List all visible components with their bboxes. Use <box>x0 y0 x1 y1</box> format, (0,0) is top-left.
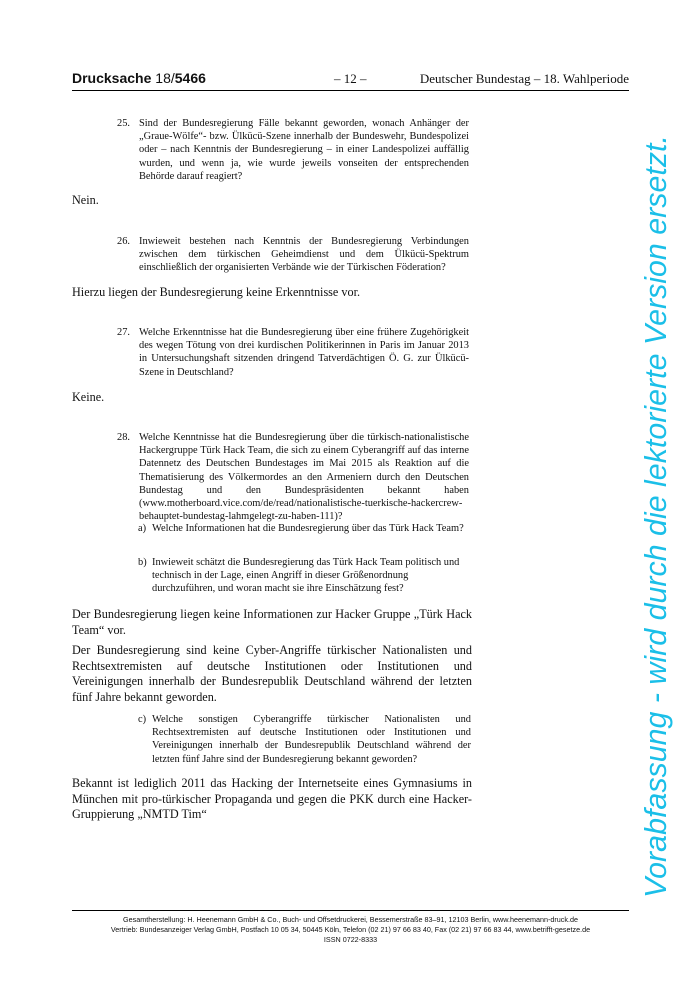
answer-28c: Bekannt ist lediglich 2011 das Hacking der Internetseite eines Gymnasiums in München mit pro-türkischer Propaganda und gegen die PKK durch eine Hacker-Gruppierung „NMTD Tim“ <box>72 776 472 821</box>
page-number: – 12 – <box>334 71 367 86</box>
footer-issn: ISSN 0722-8333 <box>323 935 378 944</box>
question-text: Sind der Bundesregierung Fälle bekannt geworden, wonach Anhänger der „Graue-Wölfe“- bzw. Ülkücü-Szene innerhalb der Bundeswehr, Bundespolizei oder – nach Kenntnis der Bundesregierung – in einer Landespolizei auffällig wurden, und wenn ja, wie wurde jeweils vonseiten der entsprechenden Behörde darauf reagiert? <box>139 118 469 182</box>
question-text: Inwieweit bestehen nach Kenntnis der Bundesregierung Verbindungen zwischen dem türkischen Geheimdienst und dem Ülkücü-Spektrum einschließlich der organisierten Verbände wie der Türkischen Föderation? <box>139 236 469 274</box>
answer-25: Nein. <box>72 193 99 207</box>
question-28a <box>138 522 471 535</box>
document-label: Drucksache <box>72 70 152 86</box>
footer-distributor-line: Vertrieb: Bundesanzeiger Verlag GmbH, Postfach 10 05 34, 50445 Köln, Telefon (02 21) 97 66 83 40, Fax (02 21) 97 66 83 44, www.betrifft-gesetze.de <box>110 925 591 934</box>
subquestion-text: Welche sonstigen Cyberangriffe türkischer Nationalisten und Rechtsextremisten auf deutsche Institutionen oder Institutionen und Vereinigungen innerhalb der Bundesrepublik Deutschland während der letzten fünf Jahre sind der Bundesregierung bekannt geworden? <box>152 714 471 765</box>
question-number: 25. <box>117 118 130 129</box>
footer-printer-line: Gesamtherstellung: H. Heenemann GmbH & Co., Buch- und Offsetdruckerei, Bessemerstraße 83–91, 12103 Berlin, www.heenemann-druck.de <box>123 915 578 924</box>
page-footer <box>72 915 629 945</box>
publisher-name: Deutscher Bundestag – 18. Wahlperiode <box>419 71 629 86</box>
draft-notice: Vorabfassung - wird durch die lektorierte Version ersetzt. <box>639 135 673 898</box>
question-text: Welche Kenntnisse hat die Bundesregierung über die türkisch-nationalistische Hackergruppe Türk Hack Team, die sich zu einem Cyberangriff auf das interne Datennetz des Deutschen Bundestages im Mai 2015 als Reaktion auf die Thematisierung des Völkermordes an den Armeniern durch den Deutschen Bundestag und den Bundespräsidenten bekannt haben (www.motherboard.vice.com/de/read/nationalistische-tuerkische-hackercrew-behauptet-bundestag-lahmgelegt-zu-haben-111)? <box>139 432 469 523</box>
question-25 <box>117 117 469 183</box>
question-text: Welche Erkenntnisse hat die Bundesregierung über eine frühere Zugehörigkeit des wegen Tötung von drei kurdischen Politikerinnen in Paris im Januar 2013 in Untersuchungshaft sitzenden dringend Tatverdächtigen Ö. G. zur Ülkücü-Szene in Deutschland? <box>139 327 469 378</box>
question-26 <box>117 235 469 275</box>
question-28b <box>138 556 471 596</box>
footer-divider <box>72 910 629 911</box>
question-number: 26. <box>117 236 130 247</box>
answer-26: Hierzu liegen der Bundesregierung keine Erkenntnisse vor. <box>72 285 361 299</box>
document-number <box>72 70 206 86</box>
subquestion-text: Welche Informationen hat die Bundesregierung über das Türk Hack Team? <box>152 523 464 534</box>
document-number-prefix: 18/ <box>155 70 175 86</box>
answer-28-information: Der Bundesregierung liegen keine Informationen zur Hacker Gruppe „Türk Hack Team“ vor. <box>72 607 472 637</box>
question-number: 27. <box>117 327 130 338</box>
page-header <box>72 70 629 91</box>
answer-28-cyberattacks: Der Bundesregierung sind keine Cyber-Angriffe türkischer Nationalisten und Rechtsextremisten auf deutsche Institutionen oder Institutionen und Vereinigungen innerhalb der Bundesrepublik Deutschland während der letzten fünf Jahre bekannt geworden. <box>72 643 472 704</box>
subquestion-text: Inwieweit schätzt die Bundesregierung das Türk Hack Team politisch und technisch in der Lage, einen Angriff in dieser Größenordnung durchzuführen, und woran macht sie ihre Einschätzung fest? <box>152 557 460 595</box>
question-28 <box>117 431 469 523</box>
document-number-value: 5466 <box>174 70 206 86</box>
question-27 <box>117 326 469 379</box>
subquestion-letter: c) <box>138 714 147 725</box>
answer-27: Keine. <box>72 390 105 404</box>
subquestion-letter: b) <box>138 557 147 568</box>
question-number: 28. <box>117 432 130 443</box>
question-28c <box>138 713 471 766</box>
subquestion-letter: a) <box>138 523 147 534</box>
